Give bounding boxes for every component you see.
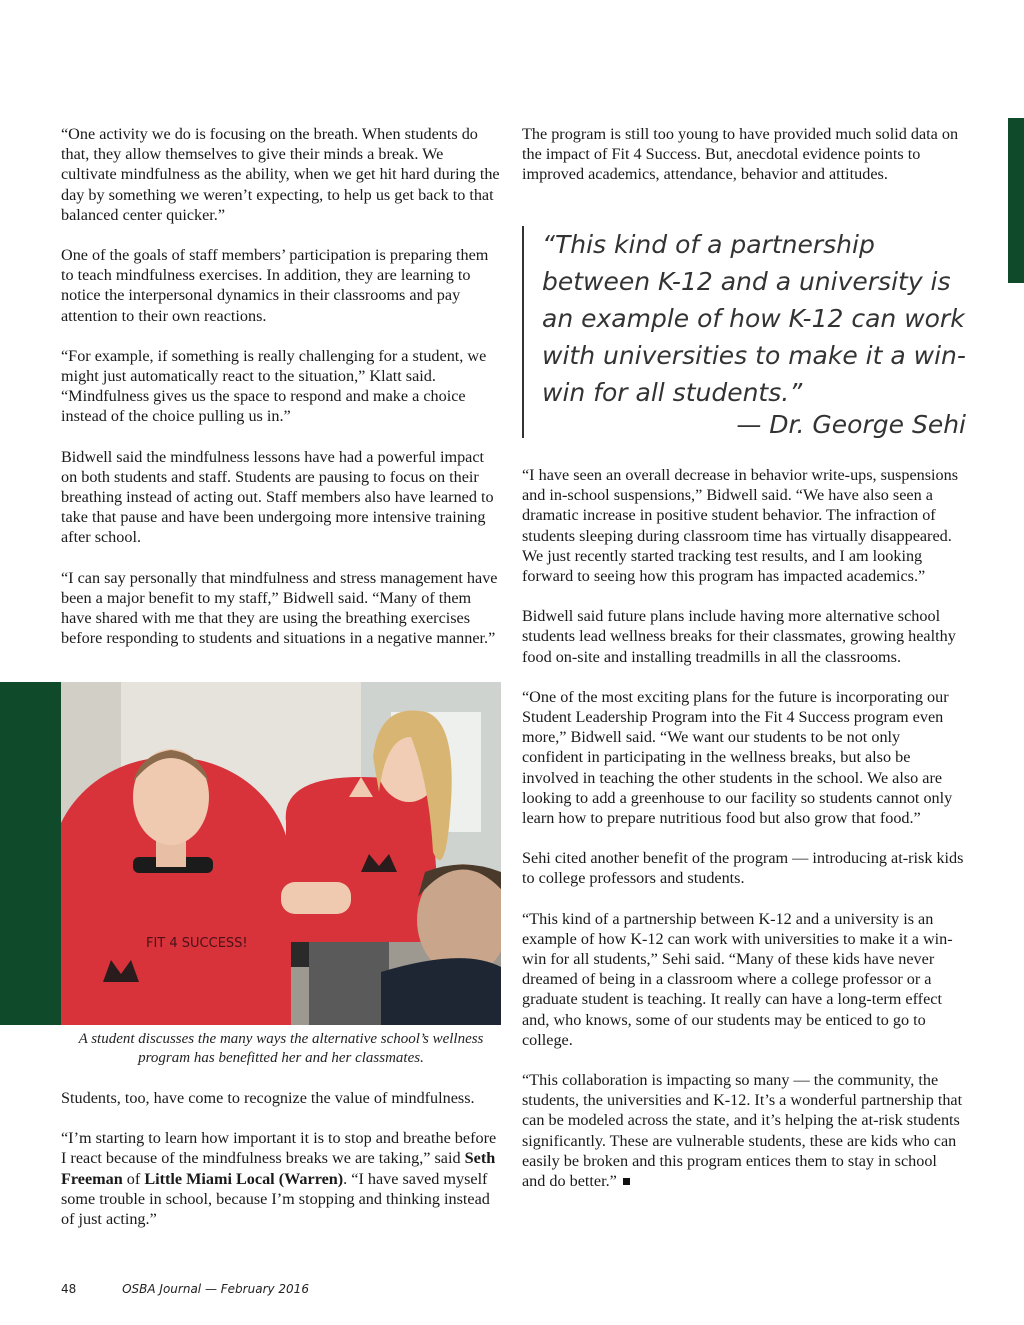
quote-text: “I’m starting to learn how important it is to stop and breathe before I react because of the mindfulness breaks we are taking,” said	[61, 1129, 497, 1168]
quote-text: of	[122, 1169, 145, 1188]
body-paragraph: Students, too, have come to recognize the value of mindfulness.	[61, 1089, 475, 1107]
end-of-article-icon	[623, 1178, 630, 1185]
page-number: 48	[61, 1282, 77, 1296]
body-paragraph: “This kind of a partnership between K-12 and a university is an example of how K-12 can work with universities to make it a win-win for all students,” Sehi said. “Many of these kids have never dreamed of being in a classroom where a college professor or a graduate student is teaching. It really can have a long-term effect and, who knows, some of our students may be enticed to go to college.	[522, 909, 953, 1049]
body-paragraph: One of the goals of staff members’ participation is preparing them to teach mindfulness exercises. In addition, they are learning to notice the interpersonal dynamics in their classrooms and pay attention to their own reactions.	[61, 246, 489, 325]
body-paragraph: The program is still too young to have provided much solid data on the impact of Fit 4 Success. But, anecdotal evidence points to improved academics, attendance, behavior and attitudes.	[522, 125, 959, 184]
body-paragraph: “I can say personally that mindfulness and stress management have been a major benefit to my staff,” Bidwell said. “Many of them have shared with me that they are using the breathing exercises before responding to students and situations in a negative manner.”	[61, 568, 498, 648]
body-paragraph-last	[522, 1070, 964, 1191]
pull-quote-attribution: — Dr. George Sehi	[736, 410, 966, 439]
pull-quote	[522, 226, 972, 438]
page-footer	[61, 1282, 309, 1296]
body-paragraph: “I have seen an overall decrease in behavior write-ups, suspensions and in-school suspensions,” Bidwell said. “We have also seen a dramatic increase in positive student behavior. The infraction of students sleeping during classroom time has virtually disappeared. We just recently started tracking test results, and I am looking forward to seeing how this program has impacted academics.”	[522, 466, 959, 586]
photo-caption: A student discusses the many ways the alternative school’s wellness program has benefitted her and her classmates.	[78, 1031, 484, 1066]
quote-text: . “I have saved myself some trouble in school, because I’m stopping and thinking instead of just acting.”	[61, 1169, 490, 1229]
green-edge-tab	[1008, 118, 1024, 283]
body-paragraph-quote	[61, 1128, 501, 1229]
body-paragraph: “For example, if something is really challenging for a student, we might just automatically react to the situation,” Klatt said. “Mindfulness gives us the space to respond and make a choice instead of the choice pulling us in.”	[61, 346, 487, 426]
right-column	[522, 465, 964, 1211]
body-paragraph: Bidwell said the mindfulness lessons have had a powerful impact on both students and staff. Students are pausing to focus on their breathing instead of acting out. Staff members also have learned to take that pause and have been undergoing more intensive training after school.	[61, 447, 494, 547]
left-column-continued	[61, 1088, 501, 1249]
body-paragraph: “One activity we do is focusing on the breath. When students do that, they allow themselves to give their minds a break. We cultivate mindfulness as the ability, when we get hit hard during the day by something we weren’t expecting, to help us get back to that balanced center quicker.”	[61, 125, 500, 224]
body-paragraph: “One of the most exciting plans for the future is incorporating our Student Leadership Program into the Fit 4 Success program even more,” Bidwell said. “We want our students to be not only confident in participating in the wellness breaks, but also be involved in teaching the other students in the school. We also are looking to add a greenhouse to our facility so students cannot only learn how to prepare nutritious food but also grow that food.”	[522, 687, 953, 828]
journal-title: OSBA Journal — February 2016	[122, 1282, 309, 1296]
body-paragraph: Sehi cited another benefit of the program — introducing at-risk kids to college professors and students.	[522, 849, 964, 888]
left-column	[61, 124, 501, 668]
person-name: Seth Freeman	[61, 1149, 496, 1188]
body-paragraph: Bidwell said future plans include having more alternative school students lead wellness breaks for their classmates, growing healthy food on-site and installing treadmills in all the classrooms.	[522, 607, 956, 666]
photo-shirt-text: FIT 4 SUCCESS!	[146, 936, 248, 951]
school-name: Little Miami Local (Warren)	[144, 1169, 344, 1188]
right-column-intro	[522, 124, 964, 205]
students-photo	[61, 682, 501, 1025]
green-edge-band	[0, 682, 61, 1025]
closing-text: “This collaboration is impacting so many — the community, the students, the universities and K-12. It’s a wonderful partnership that can be modeled across the state, and it’s helping the at-risk students significantly. These are vulnerable students, these are kids who can easily be broken and this program entices them to stay in school and do better.”	[522, 1071, 963, 1191]
pull-quote-text: “This kind of a partnership between K-12 and a university is an example of how K-12 can work with universities to make it a win-win for all students.”	[542, 230, 966, 407]
